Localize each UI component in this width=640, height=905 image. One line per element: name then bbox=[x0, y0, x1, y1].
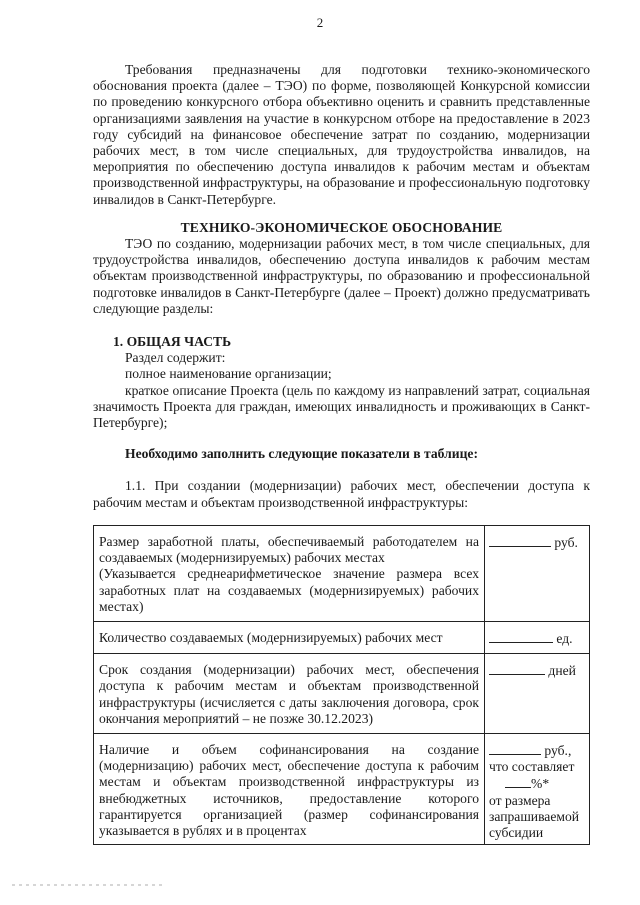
row-label: Размер заработной платы, обеспечиваемый работодателем на создаваемых (модернизируемых) рабочих местах bbox=[99, 534, 479, 566]
document-heading: ТЕХНИКО-ЭКОНОМИЧЕСКОЕ ОБОСНОВАНИЕ bbox=[180, 219, 503, 235]
unit-label: дней bbox=[548, 663, 576, 679]
cofinance-text: что составляет bbox=[489, 759, 575, 775]
row-label: Количество создаваемых (модернизируемых) рабочих мест bbox=[99, 630, 443, 646]
fill-note: Необходимо заполнить следующие показатели в таблице: bbox=[125, 446, 478, 462]
row-label: Наличие и объем софинансирования на создание (модернизацию) рабочих мест, обеспечение доступа к рабочим местам и объектам производственной инфраструктуры из внебюджетных источников, предоставление которого гарантируется организацией (размер софинансирования указывается в рублях и в процентах bbox=[99, 742, 479, 839]
unit-label: ед. bbox=[556, 631, 573, 647]
indicators-table bbox=[93, 525, 590, 845]
unit-label: руб. bbox=[554, 535, 578, 550]
page-number: 2 bbox=[316, 15, 324, 30]
table-row bbox=[94, 654, 590, 734]
table-cell-label bbox=[94, 526, 485, 622]
document-body bbox=[93, 62, 590, 511]
table-row bbox=[94, 734, 590, 845]
row-note: (Указывается среднеарифметическое значение размера всех заработных плат на создаваемых (модернизируемых) рабочих местах) bbox=[99, 566, 479, 614]
percent-label: %* bbox=[531, 776, 550, 792]
percent-blank[interactable] bbox=[505, 775, 531, 788]
subsidy-text: от размера запрашиваемой субсидии bbox=[489, 792, 580, 841]
table-cell-value bbox=[485, 734, 590, 845]
row-label: Срок создания (модернизации) рабочих мест, обеспечения доступа к рабочим местам и объектам производственной инфраструктуры (исчисляется с даты заключения договора, срок окончания мероприятий – не позже 30.12.2023) bbox=[99, 662, 479, 726]
fill-blank[interactable] bbox=[489, 662, 545, 675]
fill-blank[interactable] bbox=[489, 630, 553, 643]
section-item-1: полное наименование организации; bbox=[125, 366, 332, 382]
teo-paragraph: ТЭО по созданию, модернизации рабочих мест, в том числе специальных, для трудоустройства инвалидов, обеспечению доступа инвалидов к рабочим местам объектам производственной инфраструктуры, по образованию и профессиональной подготовке инвалидов в Санкт-Петербурге (далее – Проект) должно предусматривать следующие разделы: bbox=[93, 236, 590, 316]
table-cell-value bbox=[485, 622, 590, 654]
section-item-2: краткое описание Проекта (цель по каждому из направлений затрат, социальная значимость Проекта для граждан, имеющих инвалидность и проживающих в Санкт-Петербурге); bbox=[93, 382, 590, 431]
table-row bbox=[94, 526, 590, 622]
section-contains: Раздел содержит: bbox=[125, 350, 226, 366]
intro-paragraph: Требования предназначены для подготовки технико-экономического обоснования проекта (далее – ТЭО) по форме, позволяющей Конкурсной комиссии по проведению конкурсного отбора объективно оценить и сравнить представленные организациями заявления на участие в конкурсном отборе на предоставление в 2023 году субсидий на финансовое обеспечение затрат по созданию, модернизации рабочих мест, в том числе специальных, для трудоустройства инвалидов, на мероприятия по обеспечению доступа инвалидов к рабочим местам и объектам производственной инфраструктуры, на образование и профессиональную подготовку инвалидов в Санкт-Петербурге. bbox=[93, 62, 590, 207]
fill-blank[interactable] bbox=[489, 742, 541, 755]
table-cell-label bbox=[94, 654, 485, 734]
section-title: 1. ОБЩАЯ ЧАСТЬ bbox=[113, 334, 232, 350]
scan-artifact bbox=[12, 884, 162, 886]
table-cell-value bbox=[485, 654, 590, 734]
table-row bbox=[94, 622, 590, 654]
unit-label: руб., bbox=[544, 743, 572, 759]
table-cell-label bbox=[94, 734, 485, 845]
table-cell-label bbox=[94, 622, 485, 654]
table-cell-value bbox=[485, 526, 590, 622]
fill-blank[interactable] bbox=[489, 534, 551, 547]
subsection-text: 1.1. При создании (модернизации) рабочих мест, обеспечении доступа к рабочим местам и объектам производственной инфраструктуры: bbox=[93, 478, 590, 510]
